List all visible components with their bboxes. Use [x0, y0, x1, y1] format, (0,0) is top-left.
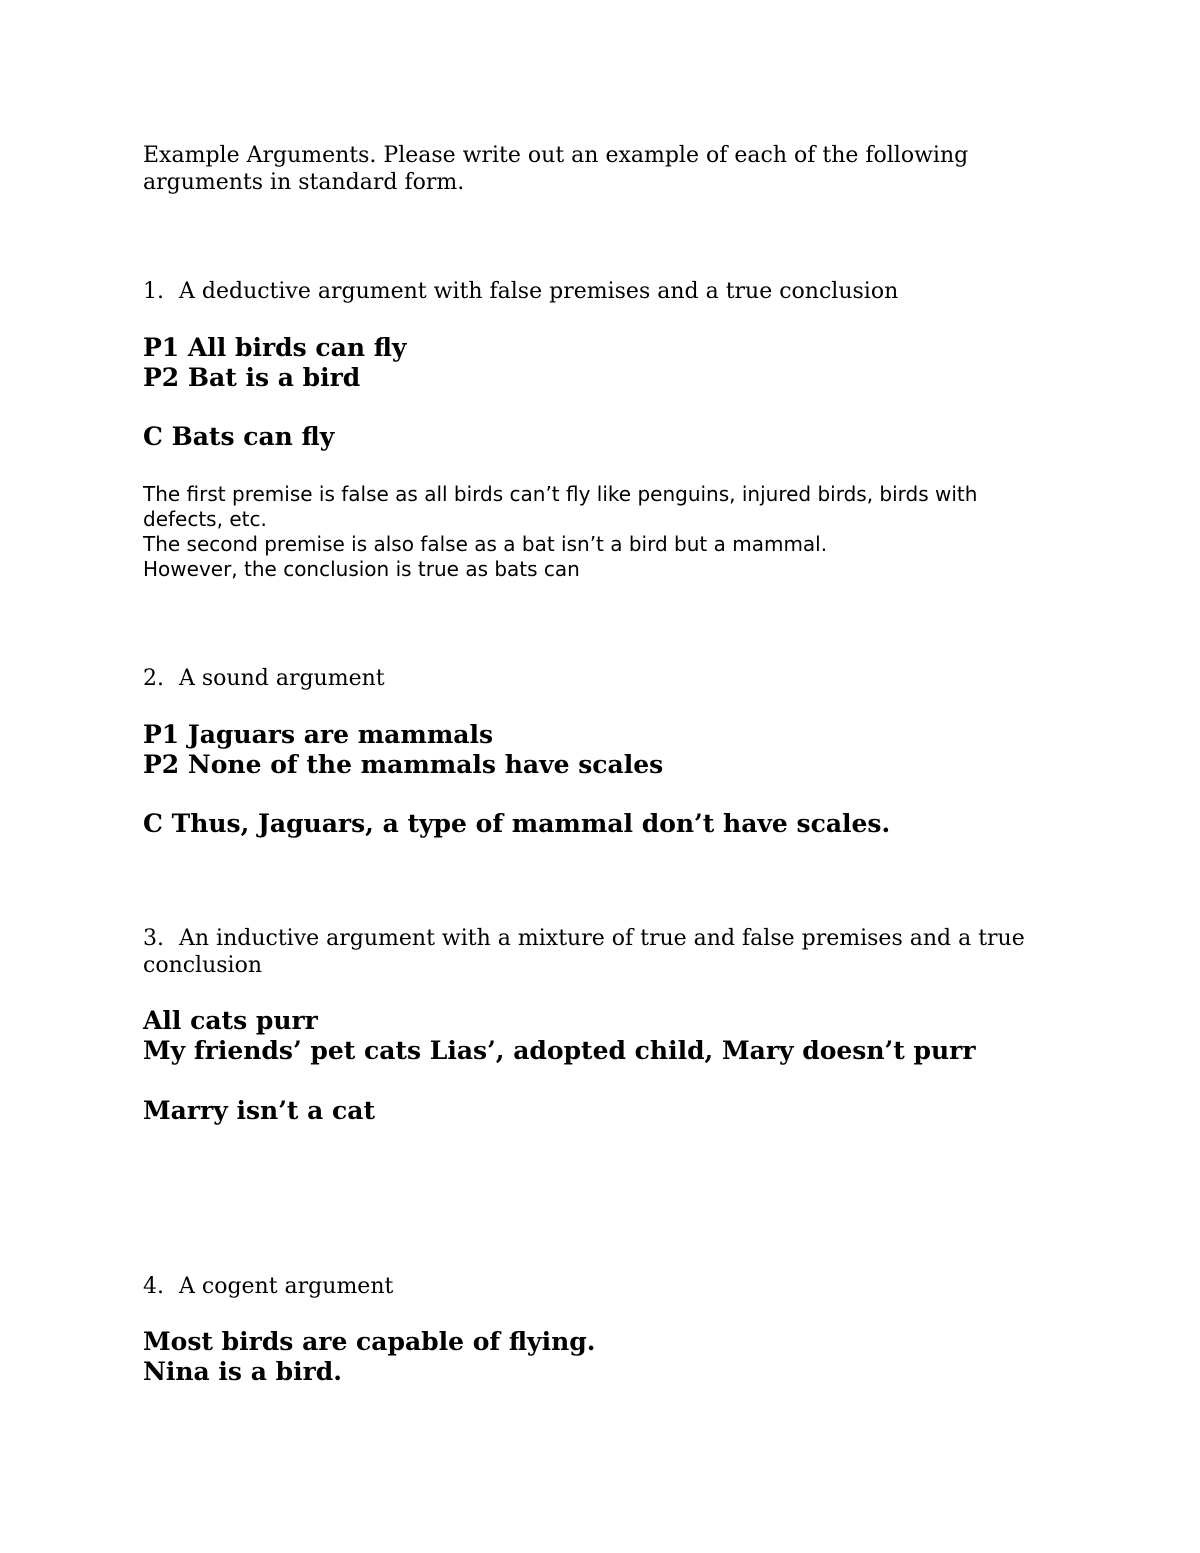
question-1-number: 1. [143, 279, 164, 304]
question-3-number: 3. [143, 926, 164, 951]
question-4-number: 4. [143, 1274, 164, 1299]
question-1-prompt: A deductive argument with false premises and a true conclusion [179, 279, 899, 304]
question-2-heading [143, 665, 1043, 692]
question-4-prompt: A cogent argument [179, 1274, 394, 1299]
question-4-heading [143, 1273, 1043, 1300]
question-1-conclusion: C Bats can fly [143, 422, 335, 451]
question-1-explanation [143, 482, 1023, 582]
question-1-premises [143, 333, 1043, 393]
question-3-conclusion: Marry isn’t a cat [143, 1096, 376, 1125]
question-3-prompt: An inductive argument with a mixture of true and false premises and a true conclusion [143, 926, 1025, 978]
question-2-premises [143, 720, 1043, 780]
question-2-conclusion: C Thus, Jaguars, a type of mammal don’t have scales. [143, 809, 891, 838]
premise-1: P1 All birds can fly [143, 333, 407, 362]
premise-2: P2 None of the mammals have scales [143, 750, 664, 779]
premise-1: Most birds are capable of flying. [143, 1327, 596, 1356]
explanation-line-1: The first premise is false as all birds can’t fly like penguins, injured birds, birds with defects, etc. [143, 482, 978, 531]
premise-1: P1 Jaguars are mammals [143, 720, 494, 749]
question-2-prompt: A sound argument [179, 666, 385, 691]
premise-2: Nina is a bird. [143, 1357, 342, 1386]
question-1-heading [143, 278, 1043, 305]
question-4-premises [143, 1327, 1043, 1387]
premise-2: My friends’ pet cats Lias’, adopted child, Mary doesn’t purr [143, 1036, 976, 1065]
question-3-heading [143, 925, 1033, 979]
intro-text: Example Arguments. Please write out an example of each of the following arguments in standard form. [143, 143, 969, 195]
question-2-number: 2. [143, 666, 164, 691]
explanation-line-3: However, the conclusion is true as bats can [143, 557, 580, 581]
explanation-line-2: The second premise is also false as a bat isn’t a bird but a mammal. [143, 532, 828, 556]
premise-2: P2 Bat is a bird [143, 363, 361, 392]
question-3-premises [143, 1006, 1043, 1066]
premise-1: All cats purr [143, 1006, 318, 1035]
